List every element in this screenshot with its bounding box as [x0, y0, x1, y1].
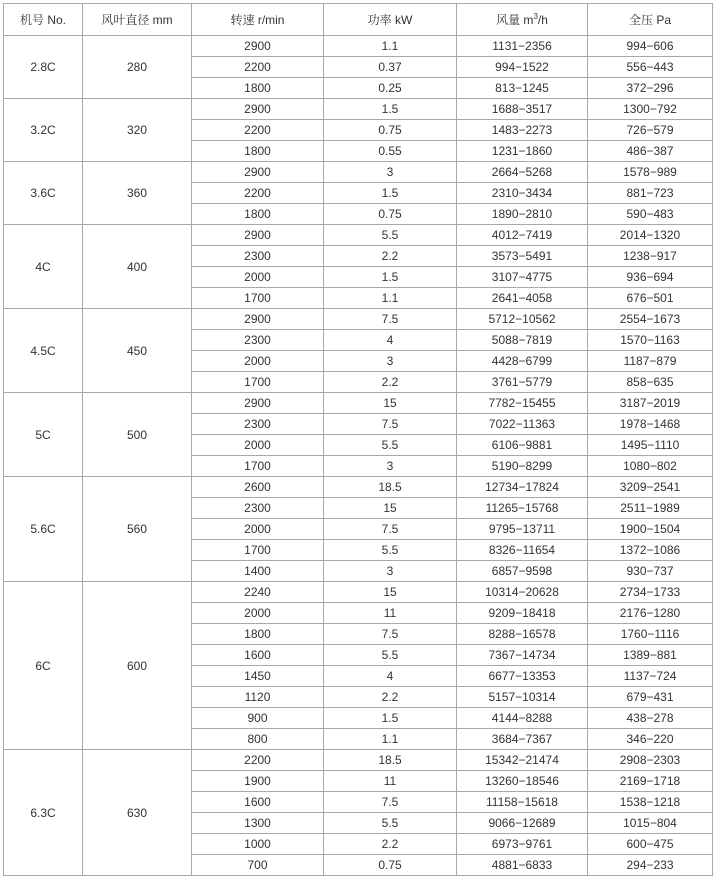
airflow-cell: 9066−12689	[457, 813, 588, 834]
airflow-cell: 3573−5491	[457, 246, 588, 267]
speed-cell: 1600	[192, 792, 324, 813]
power-cell: 5.5	[324, 540, 457, 561]
power-cell: 0.75	[324, 120, 457, 141]
table-row	[4, 162, 713, 183]
speed-cell: 1900	[192, 771, 324, 792]
speed-cell: 2300	[192, 498, 324, 519]
speed-cell: 2900	[192, 162, 324, 183]
power-cell: 15	[324, 498, 457, 519]
diameter-cell: 500	[83, 393, 192, 477]
pressure-cell: 1578−989	[588, 162, 713, 183]
pressure-cell: 2169−1718	[588, 771, 713, 792]
pressure-cell: 1570−1163	[588, 330, 713, 351]
pressure-cell: 2554−1673	[588, 309, 713, 330]
pressure-cell: 3209−2541	[588, 477, 713, 498]
speed-cell: 1800	[192, 78, 324, 99]
power-cell: 18.5	[324, 750, 457, 771]
speed-cell: 1000	[192, 834, 324, 855]
airflow-cell: 11158−15618	[457, 792, 588, 813]
pressure-cell: 294−233	[588, 855, 713, 876]
header-airflow	[457, 4, 588, 36]
power-cell: 3	[324, 162, 457, 183]
airflow-cell: 3684−7367	[457, 729, 588, 750]
pressure-cell: 679−431	[588, 687, 713, 708]
airflow-cell: 1688−3517	[457, 99, 588, 120]
power-cell: 2.2	[324, 372, 457, 393]
airflow-cell: 12734−17824	[457, 477, 588, 498]
speed-cell: 1300	[192, 813, 324, 834]
header-speed: 转速 r/min	[192, 4, 324, 36]
speed-cell: 2200	[192, 120, 324, 141]
pressure-cell: 3187−2019	[588, 393, 713, 414]
airflow-cell: 6857−9598	[457, 561, 588, 582]
table-row	[4, 393, 713, 414]
speed-cell: 2000	[192, 267, 324, 288]
power-cell: 0.37	[324, 57, 457, 78]
pressure-cell: 556−443	[588, 57, 713, 78]
pressure-cell: 1080−802	[588, 456, 713, 477]
speed-cell: 1800	[192, 624, 324, 645]
power-cell: 0.75	[324, 855, 457, 876]
speed-cell: 2900	[192, 225, 324, 246]
pressure-cell: 1538−1218	[588, 792, 713, 813]
diameter-cell: 320	[83, 99, 192, 162]
pressure-cell: 2734−1733	[588, 582, 713, 603]
speed-cell: 2300	[192, 246, 324, 267]
diameter-cell: 630	[83, 750, 192, 876]
table-row	[4, 99, 713, 120]
pressure-cell: 930−737	[588, 561, 713, 582]
speed-cell: 1400	[192, 561, 324, 582]
pressure-cell: 2908−2303	[588, 750, 713, 771]
speed-cell: 2900	[192, 99, 324, 120]
airflow-cell: 2664−5268	[457, 162, 588, 183]
airflow-cell: 1890−2810	[457, 204, 588, 225]
table-row	[4, 36, 713, 57]
speed-cell: 1700	[192, 288, 324, 309]
airflow-cell: 2310−3434	[457, 183, 588, 204]
power-cell: 1.5	[324, 99, 457, 120]
power-cell: 15	[324, 582, 457, 603]
model-cell: 6.3C	[4, 750, 83, 876]
power-cell: 11	[324, 771, 457, 792]
power-cell: 2.2	[324, 687, 457, 708]
power-cell: 4	[324, 666, 457, 687]
pressure-cell: 346−220	[588, 729, 713, 750]
model-cell: 4C	[4, 225, 83, 309]
airflow-cell: 13260−18546	[457, 771, 588, 792]
airflow-cell: 2641−4058	[457, 288, 588, 309]
airflow-cell: 6973−9761	[457, 834, 588, 855]
speed-cell: 2000	[192, 351, 324, 372]
speed-cell: 2200	[192, 57, 324, 78]
model-cell: 2.8C	[4, 36, 83, 99]
table-body	[4, 36, 713, 876]
header-diameter: 风叶直径 mm	[83, 4, 192, 36]
speed-cell: 2900	[192, 393, 324, 414]
airflow-cell: 5157−10314	[457, 687, 588, 708]
pressure-cell: 2511−1989	[588, 498, 713, 519]
airflow-cell: 4012−7419	[457, 225, 588, 246]
airflow-cell: 994−1522	[457, 57, 588, 78]
power-cell: 7.5	[324, 414, 457, 435]
airflow-cell: 3761−5779	[457, 372, 588, 393]
pressure-cell: 1187−879	[588, 351, 713, 372]
power-cell: 0.55	[324, 141, 457, 162]
header-airflow-exponent: 3	[533, 11, 538, 21]
airflow-cell: 4144−8288	[457, 708, 588, 729]
pressure-cell: 1495−1110	[588, 435, 713, 456]
pressure-cell: 1300−792	[588, 99, 713, 120]
power-cell: 3	[324, 351, 457, 372]
pressure-cell: 486−387	[588, 141, 713, 162]
power-cell: 1.5	[324, 267, 457, 288]
pressure-cell: 2014−1320	[588, 225, 713, 246]
speed-cell: 700	[192, 855, 324, 876]
speed-cell: 2900	[192, 309, 324, 330]
airflow-cell: 1231−1860	[457, 141, 588, 162]
diameter-cell: 450	[83, 309, 192, 393]
airflow-cell: 5088−7819	[457, 330, 588, 351]
fan-spec-table	[3, 3, 713, 876]
model-cell: 4.5C	[4, 309, 83, 393]
airflow-cell: 6677−13353	[457, 666, 588, 687]
pressure-cell: 1900−1504	[588, 519, 713, 540]
model-cell: 3.2C	[4, 99, 83, 162]
table-header	[4, 4, 713, 36]
pressure-cell: 858−635	[588, 372, 713, 393]
power-cell: 7.5	[324, 624, 457, 645]
speed-cell: 800	[192, 729, 324, 750]
airflow-cell: 4428−6799	[457, 351, 588, 372]
speed-cell: 1800	[192, 141, 324, 162]
airflow-cell: 1483−2273	[457, 120, 588, 141]
airflow-cell: 5190−8299	[457, 456, 588, 477]
speed-cell: 2300	[192, 330, 324, 351]
pressure-cell: 1978−1468	[588, 414, 713, 435]
power-cell: 7.5	[324, 792, 457, 813]
speed-cell: 2000	[192, 435, 324, 456]
airflow-cell: 5712−10562	[457, 309, 588, 330]
power-cell: 7.5	[324, 309, 457, 330]
power-cell: 3	[324, 561, 457, 582]
pressure-cell: 1238−917	[588, 246, 713, 267]
airflow-cell: 10314−20628	[457, 582, 588, 603]
speed-cell: 900	[192, 708, 324, 729]
model-cell: 6C	[4, 582, 83, 750]
table-row	[4, 477, 713, 498]
table-row	[4, 750, 713, 771]
power-cell: 18.5	[324, 477, 457, 498]
power-cell: 7.5	[324, 519, 457, 540]
table-row	[4, 582, 713, 603]
header-row	[4, 4, 713, 36]
airflow-cell: 15342−21474	[457, 750, 588, 771]
speed-cell: 1700	[192, 372, 324, 393]
speed-cell: 1800	[192, 204, 324, 225]
airflow-cell: 3107−4775	[457, 267, 588, 288]
airflow-cell: 8288−16578	[457, 624, 588, 645]
speed-cell: 2200	[192, 183, 324, 204]
power-cell: 1.5	[324, 183, 457, 204]
airflow-cell: 9795−13711	[457, 519, 588, 540]
speed-cell: 1120	[192, 687, 324, 708]
table-row	[4, 309, 713, 330]
model-cell: 3.6C	[4, 162, 83, 225]
speed-cell: 1450	[192, 666, 324, 687]
diameter-cell: 600	[83, 582, 192, 750]
airflow-cell: 7367−14734	[457, 645, 588, 666]
pressure-cell: 1015−804	[588, 813, 713, 834]
speed-cell: 2900	[192, 36, 324, 57]
airflow-cell: 4881−6833	[457, 855, 588, 876]
header-airflow-base: 风量 m	[496, 12, 534, 27]
pressure-cell: 372−296	[588, 78, 713, 99]
diameter-cell: 560	[83, 477, 192, 582]
table-row	[4, 225, 713, 246]
power-cell: 5.5	[324, 225, 457, 246]
pressure-cell: 590−483	[588, 204, 713, 225]
header-model: 机号 No.	[4, 4, 83, 36]
speed-cell: 1700	[192, 540, 324, 561]
diameter-cell: 400	[83, 225, 192, 309]
speed-cell: 2240	[192, 582, 324, 603]
speed-cell: 1700	[192, 456, 324, 477]
diameter-cell: 280	[83, 36, 192, 99]
power-cell: 15	[324, 393, 457, 414]
airflow-cell: 11265−15768	[457, 498, 588, 519]
pressure-cell: 600−475	[588, 834, 713, 855]
power-cell: 5.5	[324, 645, 457, 666]
pressure-cell: 1372−1086	[588, 540, 713, 561]
power-cell: 1.5	[324, 708, 457, 729]
pressure-cell: 1760−1116	[588, 624, 713, 645]
speed-cell: 2000	[192, 519, 324, 540]
pressure-cell: 676−501	[588, 288, 713, 309]
header-power: 功率 kW	[324, 4, 457, 36]
speed-cell: 1600	[192, 645, 324, 666]
power-cell: 11	[324, 603, 457, 624]
pressure-cell: 994−606	[588, 36, 713, 57]
airflow-cell: 813−1245	[457, 78, 588, 99]
airflow-cell: 6106−9881	[457, 435, 588, 456]
power-cell: 1.1	[324, 36, 457, 57]
power-cell: 5.5	[324, 813, 457, 834]
model-cell: 5.6C	[4, 477, 83, 582]
power-cell: 2.2	[324, 246, 457, 267]
model-cell: 5C	[4, 393, 83, 477]
power-cell: 5.5	[324, 435, 457, 456]
power-cell: 2.2	[324, 834, 457, 855]
pressure-cell: 936−694	[588, 267, 713, 288]
pressure-cell: 881−723	[588, 183, 713, 204]
power-cell: 0.25	[324, 78, 457, 99]
speed-cell: 2300	[192, 414, 324, 435]
speed-cell: 2200	[192, 750, 324, 771]
pressure-cell: 1137−724	[588, 666, 713, 687]
header-pressure: 全压 Pa	[588, 4, 713, 36]
pressure-cell: 1389−881	[588, 645, 713, 666]
airflow-cell: 8326−11654	[457, 540, 588, 561]
airflow-cell: 1131−2356	[457, 36, 588, 57]
power-cell: 0.75	[324, 204, 457, 225]
power-cell: 4	[324, 330, 457, 351]
pressure-cell: 2176−1280	[588, 603, 713, 624]
power-cell: 1.1	[324, 288, 457, 309]
power-cell: 1.1	[324, 729, 457, 750]
header-airflow-tail: /h	[537, 12, 548, 27]
pressure-cell: 438−278	[588, 708, 713, 729]
airflow-cell: 9209−18418	[457, 603, 588, 624]
power-cell: 3	[324, 456, 457, 477]
speed-cell: 2600	[192, 477, 324, 498]
speed-cell: 2000	[192, 603, 324, 624]
airflow-cell: 7022−11363	[457, 414, 588, 435]
pressure-cell: 726−579	[588, 120, 713, 141]
diameter-cell: 360	[83, 162, 192, 225]
airflow-cell: 7782−15455	[457, 393, 588, 414]
